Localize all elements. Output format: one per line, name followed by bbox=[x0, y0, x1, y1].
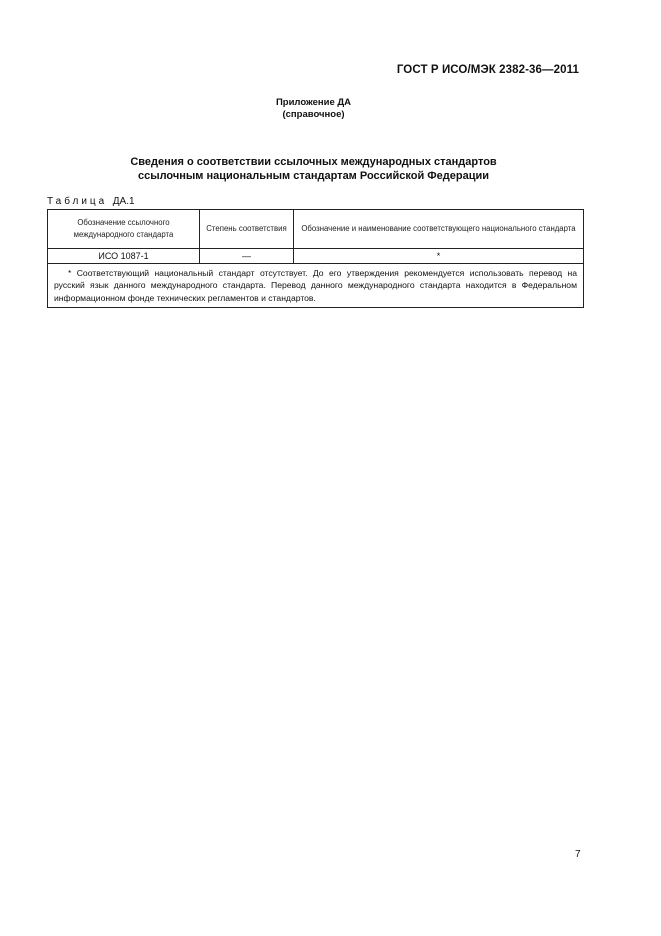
table-caption bbox=[47, 196, 135, 207]
table-caption-word: Таблица bbox=[47, 196, 108, 207]
table-caption-id: ДА.1 bbox=[112, 196, 135, 207]
document-code: ГОСТ Р ИСО/МЭК 2382-36—2011 bbox=[396, 64, 579, 76]
page-number: 7 bbox=[575, 849, 581, 860]
appendix-title: Приложение ДА bbox=[275, 97, 352, 108]
table-header-row bbox=[48, 210, 584, 249]
appendix-heading bbox=[0, 97, 627, 121]
table-footnote: * Соответствующий национальный стандарт отсутствует. До его утверждения рекомендуется использовать перевод на русский язык данного международного стандарта. Перевод данного международного стандарта находится в Федеральном информационном фонде технических регламентов и стандартов. bbox=[54, 268, 577, 303]
cell-national-standard: * bbox=[294, 249, 584, 264]
section-title-line-2: ссылочным национальным стандартам Российской Федерации bbox=[137, 170, 490, 182]
cell-intl-standard: ИСО 1087-1 bbox=[48, 249, 200, 264]
column-header-intl-standard: Обозначение ссылочного международного стандарта bbox=[48, 210, 200, 249]
cell-degree: — bbox=[200, 249, 294, 264]
table-row bbox=[48, 249, 584, 264]
table-footnote-cell bbox=[48, 264, 584, 308]
section-title-line-1: Сведения о соответствии ссылочных международных стандартов bbox=[130, 156, 497, 168]
column-header-degree: Степень соответствия bbox=[200, 210, 294, 249]
correspondence-table bbox=[47, 209, 584, 308]
section-title bbox=[0, 155, 627, 183]
table-footnote-row bbox=[48, 264, 584, 308]
column-header-national-standard: Обозначение и наименование соответствующего национального стандарта bbox=[294, 210, 584, 249]
appendix-type: (справочное) bbox=[282, 109, 345, 120]
